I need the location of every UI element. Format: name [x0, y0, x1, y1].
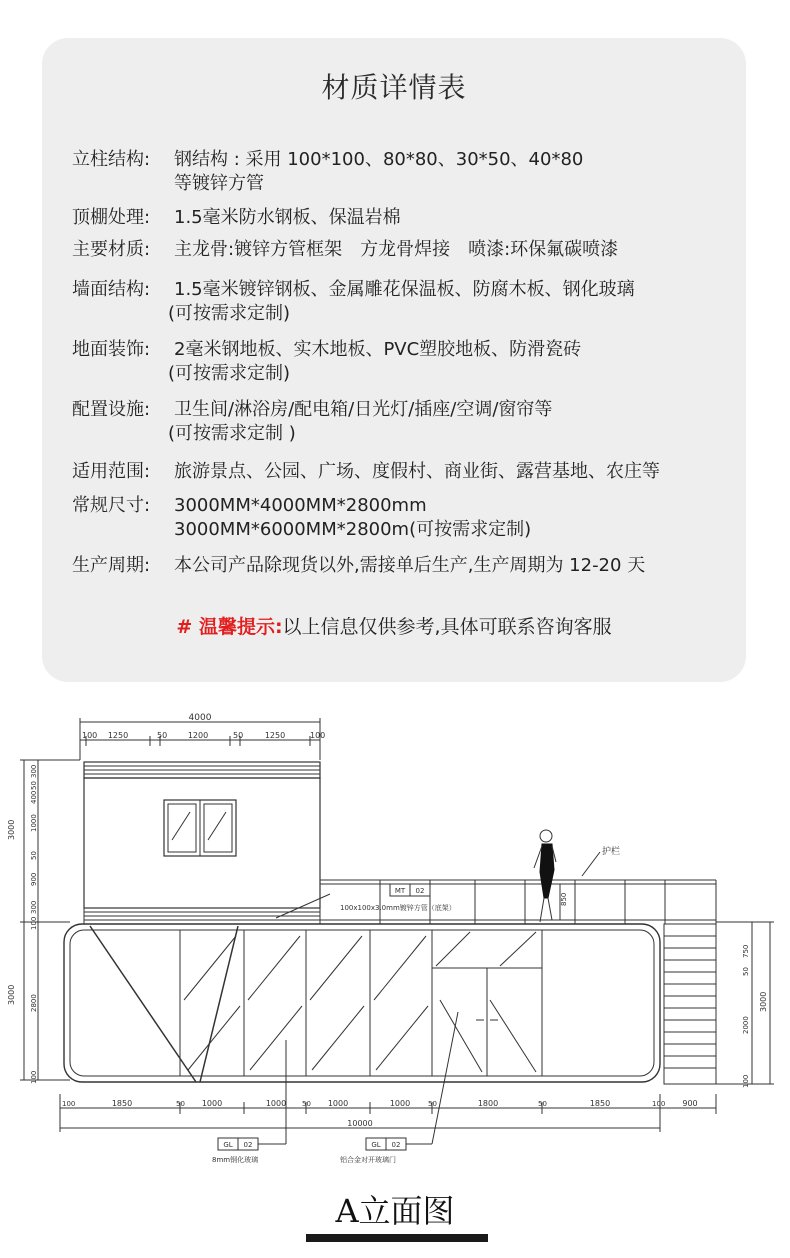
dim-bottom-part: 1000: [327, 1099, 349, 1108]
dim-top-total: 4000: [188, 713, 212, 723]
spec-value: 旅游景点、公园、广场、度假村、商业街、露营基地、农庄等: [174, 461, 660, 482]
dim-bottom-part: 100: [62, 1100, 76, 1108]
dim-left-part: 900: [30, 872, 38, 886]
dim-bottom-part: 50: [538, 1100, 547, 1108]
person-figure: [534, 830, 556, 922]
glass-label: 8mm钢化玻璃: [212, 1156, 259, 1164]
dim-bottom-part: 1850: [111, 1099, 133, 1108]
dim-right-total: 3000: [759, 991, 768, 1012]
dim-bottom-part: 100: [652, 1100, 666, 1108]
bottom-dimensions: [60, 1094, 716, 1132]
dim-left-part: 400: [30, 790, 38, 804]
dim-top-part: 100: [82, 731, 98, 740]
spec-label: 墙面结构:: [72, 279, 151, 300]
beam-callout: [276, 884, 456, 918]
spec-value-cont: 等镀锌方管: [174, 173, 264, 194]
spec-value: 钢结构 : 采用 100*100、80*80、30*50、40*80: [174, 149, 584, 170]
upper-cabin: [84, 762, 320, 924]
dim-left-part: 100: [30, 1070, 38, 1084]
dim-left-part: 50: [30, 781, 38, 790]
spec-label: 地面装饰:: [72, 339, 151, 360]
dim-bottom-part: 50: [302, 1100, 311, 1108]
dim-bottom-total: 10000: [347, 1119, 373, 1128]
dim-top-part: 50: [233, 731, 244, 740]
dim-left-part: 50: [30, 851, 38, 860]
dim-bottom-part: 50: [428, 1100, 437, 1108]
tip-text: 以上信息仅供参考,具体可联系咨询客服: [282, 616, 612, 638]
spec-value-cont: 3000MM*6000MM*2800m(可按需求定制): [174, 519, 532, 540]
beam-tag-num: 02: [415, 887, 425, 895]
spec-label: 顶棚处理:: [72, 207, 151, 228]
beam-tag-code: MT: [394, 887, 406, 895]
stairs: [664, 924, 716, 1084]
top-dimensions: [80, 713, 325, 760]
spec-value: 3000MM*4000MM*2800mm: [174, 495, 427, 516]
spec-value-cont: (可按需求定制): [168, 303, 291, 324]
dim-left-upper-total: 3000: [7, 819, 16, 840]
dim-bottom-part: 1000: [201, 1099, 223, 1108]
dim-bottom-part: 900: [682, 1099, 698, 1108]
spec-value-cont: (可按需求定制): [168, 363, 291, 384]
dim-bottom-part: 1000: [265, 1099, 287, 1108]
dim-bottom-part: 50: [176, 1100, 185, 1108]
main-container: [64, 924, 660, 1082]
beam-label: 100x100x3.0mm镀锌方管（底架）: [340, 904, 456, 912]
glass-tag-code: GL: [223, 1141, 233, 1149]
dim-right-part: 2000: [742, 1016, 750, 1034]
dim-bottom-part: 1800: [477, 1099, 499, 1108]
spec-value: 主龙骨:镀锌方管框架 方龙骨焊接 喷漆:环保氟碳喷漆: [174, 239, 619, 260]
left-dimensions: [7, 760, 80, 1084]
dim-left-lower-total: 3000: [7, 984, 16, 1005]
dim-left-part: 100: [30, 916, 38, 930]
dim-top-part: 100: [310, 731, 326, 740]
dim-top-part: 1250: [107, 731, 129, 740]
dim-left-part: 300: [30, 764, 38, 778]
warm-tip: [42, 612, 746, 639]
dim-bottom-part: 1000: [389, 1099, 411, 1108]
card-title: 材质详情表: [321, 71, 467, 104]
spec-label: 常规尺寸:: [72, 495, 151, 516]
spec-label: 适用范围:: [72, 461, 151, 482]
spec-label: 主要材质:: [72, 239, 151, 260]
dim-top-part: 1200: [187, 731, 209, 740]
door-callout: [340, 1012, 458, 1164]
terrace-railing: [320, 845, 716, 1000]
door-tag-code: GL: [371, 1141, 381, 1149]
caption-underline: [306, 1234, 488, 1242]
spec-value: 1.5毫米镀锌钢板、金属雕花保温板、防腐木板、钢化玻璃: [174, 279, 635, 300]
elevation-drawing: [0, 700, 790, 1180]
dim-left-part: 2800: [30, 994, 38, 1012]
drawing-caption: A立面图: [335, 1192, 455, 1230]
dim-left-part: 300: [30, 900, 38, 914]
glass-tag-num: 02: [243, 1141, 253, 1149]
dim-bottom-part: 1850: [589, 1099, 611, 1108]
dim-right-part: 50: [742, 967, 750, 976]
dim-top-part: 50: [157, 731, 168, 740]
right-dimensions: [716, 922, 774, 1088]
spec-label: 配置设施:: [72, 399, 151, 420]
railing-label: 护栏: [602, 847, 621, 857]
dim-right-part: 750: [742, 944, 750, 958]
material-details-card: [42, 38, 746, 682]
dim-right-part: 100: [742, 1074, 750, 1088]
door-label: 铝合金对开玻璃门: [340, 1156, 396, 1164]
spec-value: 2毫米钢地板、实木地板、PVC塑胶地板、防滑瓷砖: [174, 339, 582, 360]
dim-top-part: 1250: [264, 731, 286, 740]
spec-value: 1.5毫米防水钢板、保温岩棉: [174, 207, 401, 228]
spec-label: 生产周期:: [72, 555, 151, 576]
railing-height-dim: 850: [560, 892, 568, 906]
spec-value-cont: (可按需求定制 ): [168, 423, 296, 444]
spec-label: 立柱结构:: [72, 149, 151, 170]
dim-left-part: 1000: [30, 814, 38, 832]
door-tag-num: 02: [391, 1141, 401, 1149]
spec-value: 本公司产品除现货以外,需接单后生产,生产周期为 12-20 天: [174, 555, 646, 576]
tip-prefix: # 温馨提示:: [176, 616, 283, 638]
spec-value: 卫生间/淋浴房/配电箱/日光灯/插座/空调/窗帘等: [174, 399, 553, 420]
